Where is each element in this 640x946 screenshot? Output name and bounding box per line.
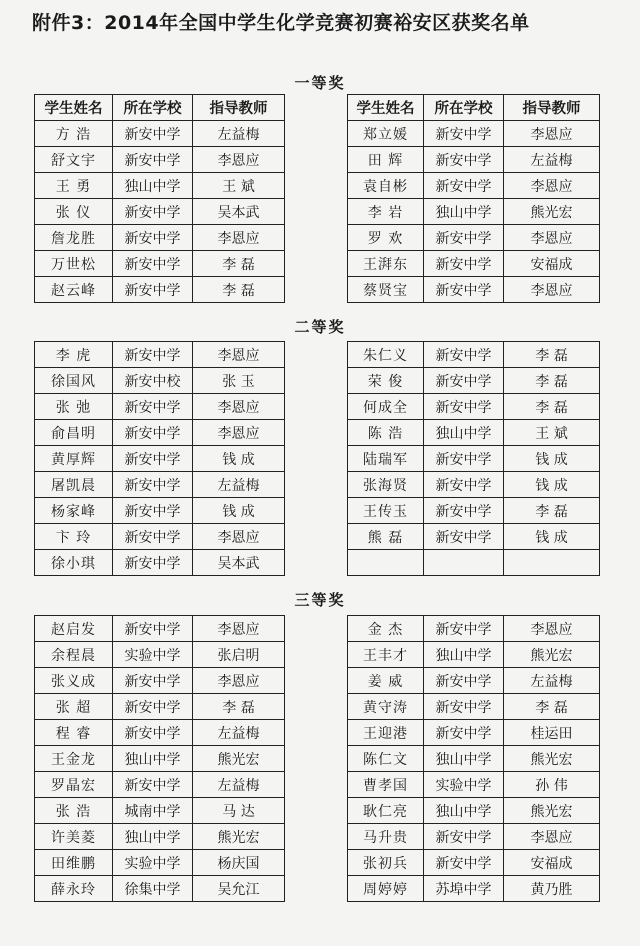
school-cell: 新安中学 bbox=[113, 147, 193, 173]
student-name-cell: 朱仁义 bbox=[348, 342, 424, 368]
table-row bbox=[35, 394, 285, 420]
student-name-cell: 张义成 bbox=[35, 668, 113, 694]
student-name-cell: 李 岩 bbox=[348, 199, 424, 225]
table-row bbox=[35, 694, 285, 720]
student-name-cell: 何成全 bbox=[348, 394, 424, 420]
table-row bbox=[35, 498, 285, 524]
school-cell: 新安中学 bbox=[113, 720, 193, 746]
teacher-cell: 李 磊 bbox=[504, 342, 600, 368]
school-cell: 新安中学 bbox=[424, 616, 504, 642]
student-name-cell bbox=[348, 550, 424, 576]
page-title: 附件3：2014年全国中学生化学竞赛初赛裕安区获奖名单 bbox=[32, 12, 530, 34]
school-cell: 新安中学 bbox=[113, 668, 193, 694]
table-row bbox=[35, 121, 285, 147]
student-name-cell: 周婷婷 bbox=[348, 876, 424, 902]
student-name-cell: 陈仁文 bbox=[348, 746, 424, 772]
table-row bbox=[348, 251, 600, 277]
school-cell: 实验中学 bbox=[113, 642, 193, 668]
column-header: 指导教师 bbox=[193, 95, 285, 121]
school-cell: 新安中学 bbox=[424, 694, 504, 720]
student-name-cell: 熊 磊 bbox=[348, 524, 424, 550]
teacher-cell: 李恩应 bbox=[193, 668, 285, 694]
table-row bbox=[348, 121, 600, 147]
table-row bbox=[35, 225, 285, 251]
student-name-cell: 袁自彬 bbox=[348, 173, 424, 199]
teacher-cell: 黄乃胜 bbox=[504, 876, 600, 902]
student-name-cell: 张 超 bbox=[35, 694, 113, 720]
teacher-cell: 张 玉 bbox=[193, 368, 285, 394]
school-cell: 新安中学 bbox=[113, 550, 193, 576]
school-cell: 新安中学 bbox=[424, 498, 504, 524]
teacher-cell: 熊光宏 bbox=[504, 199, 600, 225]
school-cell: 新安中学 bbox=[424, 668, 504, 694]
student-name-cell: 薛永玲 bbox=[35, 876, 113, 902]
table-row bbox=[35, 277, 285, 303]
teacher-cell: 李恩应 bbox=[504, 824, 600, 850]
student-name-cell: 马升贵 bbox=[348, 824, 424, 850]
student-name-cell: 耿仁亮 bbox=[348, 798, 424, 824]
student-name-cell: 陆瑞军 bbox=[348, 446, 424, 472]
teacher-cell: 左益梅 bbox=[193, 121, 285, 147]
table-row bbox=[348, 420, 600, 446]
student-name-cell: 王丰才 bbox=[348, 642, 424, 668]
student-name-cell: 王迎港 bbox=[348, 720, 424, 746]
table-row bbox=[35, 199, 285, 225]
column-header: 学生姓名 bbox=[348, 95, 424, 121]
school-cell: 新安中学 bbox=[424, 342, 504, 368]
first-prize-right-table bbox=[347, 94, 600, 303]
teacher-cell: 李恩应 bbox=[504, 225, 600, 251]
school-cell: 新安中学 bbox=[113, 199, 193, 225]
student-name-cell: 罗 欢 bbox=[348, 225, 424, 251]
table-row bbox=[35, 876, 285, 902]
table-row bbox=[348, 368, 600, 394]
school-cell: 新安中学 bbox=[424, 472, 504, 498]
table-row bbox=[348, 668, 600, 694]
student-name-cell: 杨家峰 bbox=[35, 498, 113, 524]
school-cell: 新安中学 bbox=[113, 446, 193, 472]
teacher-cell: 钱 成 bbox=[504, 446, 600, 472]
student-name-cell: 舒文宇 bbox=[35, 147, 113, 173]
table-row bbox=[35, 642, 285, 668]
teacher-cell: 钱 成 bbox=[193, 498, 285, 524]
school-cell: 徐集中学 bbox=[113, 876, 193, 902]
teacher-cell: 桂运田 bbox=[504, 720, 600, 746]
teacher-cell: 李恩应 bbox=[193, 616, 285, 642]
student-name-cell: 徐国风 bbox=[35, 368, 113, 394]
teacher-cell: 熊光宏 bbox=[504, 746, 600, 772]
student-name-cell: 方 浩 bbox=[35, 121, 113, 147]
school-cell: 新安中校 bbox=[113, 368, 193, 394]
school-cell: 独山中学 bbox=[424, 199, 504, 225]
teacher-cell: 李 磊 bbox=[504, 394, 600, 420]
teacher-cell: 李恩应 bbox=[193, 420, 285, 446]
student-name-cell: 李 虎 bbox=[35, 342, 113, 368]
table-row bbox=[348, 694, 600, 720]
school-cell bbox=[424, 550, 504, 576]
teacher-cell: 李恩应 bbox=[193, 225, 285, 251]
table-row bbox=[348, 550, 600, 576]
school-cell: 实验中学 bbox=[113, 850, 193, 876]
teacher-cell: 左益梅 bbox=[504, 668, 600, 694]
column-header: 所在学校 bbox=[424, 95, 504, 121]
student-name-cell: 许美菱 bbox=[35, 824, 113, 850]
teacher-cell: 杨庆国 bbox=[193, 850, 285, 876]
table-row bbox=[35, 668, 285, 694]
first-prize-left-table bbox=[34, 94, 285, 303]
teacher-cell: 李恩应 bbox=[193, 394, 285, 420]
table-row bbox=[348, 642, 600, 668]
table-row bbox=[35, 472, 285, 498]
table-row bbox=[35, 147, 285, 173]
student-name-cell: 陈 浩 bbox=[348, 420, 424, 446]
school-cell: 新安中学 bbox=[113, 342, 193, 368]
teacher-cell: 熊光宏 bbox=[193, 746, 285, 772]
school-cell: 实验中学 bbox=[424, 772, 504, 798]
section-title-first-prize: 一等奖 bbox=[294, 74, 346, 92]
teacher-cell: 左益梅 bbox=[193, 472, 285, 498]
table-row bbox=[35, 251, 285, 277]
column-header: 所在学校 bbox=[113, 95, 193, 121]
school-cell: 新安中学 bbox=[424, 121, 504, 147]
student-name-cell: 黄厚辉 bbox=[35, 446, 113, 472]
table-row bbox=[348, 850, 600, 876]
student-name-cell: 万世松 bbox=[35, 251, 113, 277]
table-row bbox=[35, 342, 285, 368]
student-name-cell: 张 浩 bbox=[35, 798, 113, 824]
table-header-row bbox=[35, 95, 285, 121]
student-name-cell: 张初兵 bbox=[348, 850, 424, 876]
table-row bbox=[35, 616, 285, 642]
teacher-cell: 孙 伟 bbox=[504, 772, 600, 798]
teacher-cell: 李 磊 bbox=[504, 694, 600, 720]
school-cell: 新安中学 bbox=[113, 251, 193, 277]
table-row bbox=[348, 824, 600, 850]
second-prize-left-table bbox=[34, 341, 285, 576]
school-cell: 新安中学 bbox=[113, 472, 193, 498]
table-row bbox=[348, 498, 600, 524]
teacher-cell: 李恩应 bbox=[504, 121, 600, 147]
table-row bbox=[348, 394, 600, 420]
school-cell: 新安中学 bbox=[113, 225, 193, 251]
section-title-second-prize: 二等奖 bbox=[294, 318, 346, 336]
school-cell: 独山中学 bbox=[113, 173, 193, 199]
school-cell: 新安中学 bbox=[424, 368, 504, 394]
teacher-cell: 钱 成 bbox=[193, 446, 285, 472]
student-name-cell: 金 杰 bbox=[348, 616, 424, 642]
student-name-cell: 赵启发 bbox=[35, 616, 113, 642]
table-row bbox=[348, 446, 600, 472]
school-cell: 新安中学 bbox=[424, 446, 504, 472]
teacher-cell: 熊光宏 bbox=[504, 798, 600, 824]
school-cell: 新安中学 bbox=[424, 850, 504, 876]
table-header-row bbox=[348, 95, 600, 121]
second-prize-right-table bbox=[347, 341, 600, 576]
student-name-cell: 徐小琪 bbox=[35, 550, 113, 576]
table-row bbox=[348, 342, 600, 368]
teacher-cell: 熊光宏 bbox=[193, 824, 285, 850]
student-name-cell: 俞昌明 bbox=[35, 420, 113, 446]
table-row bbox=[35, 368, 285, 394]
third-prize-right-table bbox=[347, 615, 600, 902]
table-row bbox=[348, 798, 600, 824]
table-row bbox=[35, 850, 285, 876]
teacher-cell: 李恩应 bbox=[504, 173, 600, 199]
student-name-cell: 赵云峰 bbox=[35, 277, 113, 303]
table-row bbox=[35, 524, 285, 550]
teacher-cell: 李恩应 bbox=[193, 524, 285, 550]
school-cell: 新安中学 bbox=[424, 394, 504, 420]
teacher-cell: 王 斌 bbox=[504, 420, 600, 446]
school-cell: 新安中学 bbox=[113, 277, 193, 303]
teacher-cell: 李 磊 bbox=[504, 368, 600, 394]
table-row bbox=[348, 277, 600, 303]
teacher-cell: 李恩应 bbox=[504, 616, 600, 642]
school-cell: 新安中学 bbox=[113, 394, 193, 420]
school-cell: 新安中学 bbox=[113, 694, 193, 720]
student-name-cell: 荣 俊 bbox=[348, 368, 424, 394]
school-cell: 城南中学 bbox=[113, 798, 193, 824]
third-prize-left-table bbox=[34, 615, 285, 902]
school-cell: 独山中学 bbox=[424, 746, 504, 772]
teacher-cell: 马 达 bbox=[193, 798, 285, 824]
table-row bbox=[35, 824, 285, 850]
school-cell: 独山中学 bbox=[424, 798, 504, 824]
column-header: 指导教师 bbox=[504, 95, 600, 121]
column-header: 学生姓名 bbox=[35, 95, 113, 121]
table-row bbox=[348, 876, 600, 902]
school-cell: 新安中学 bbox=[424, 251, 504, 277]
student-name-cell: 张海贤 bbox=[348, 472, 424, 498]
student-name-cell: 田维鹏 bbox=[35, 850, 113, 876]
school-cell: 新安中学 bbox=[113, 121, 193, 147]
student-name-cell: 罗晶宏 bbox=[35, 772, 113, 798]
school-cell: 新安中学 bbox=[424, 147, 504, 173]
teacher-cell: 安福成 bbox=[504, 251, 600, 277]
school-cell: 新安中学 bbox=[113, 616, 193, 642]
school-cell: 苏埠中学 bbox=[424, 876, 504, 902]
teacher-cell: 左益梅 bbox=[193, 772, 285, 798]
teacher-cell: 张启明 bbox=[193, 642, 285, 668]
teacher-cell: 李 磊 bbox=[504, 498, 600, 524]
teacher-cell: 吴本武 bbox=[193, 199, 285, 225]
school-cell: 新安中学 bbox=[113, 524, 193, 550]
school-cell: 新安中学 bbox=[424, 277, 504, 303]
student-name-cell: 程 睿 bbox=[35, 720, 113, 746]
school-cell: 独山中学 bbox=[113, 746, 193, 772]
teacher-cell: 王 斌 bbox=[193, 173, 285, 199]
table-row bbox=[348, 616, 600, 642]
table-row bbox=[348, 199, 600, 225]
student-name-cell: 曹孝国 bbox=[348, 772, 424, 798]
teacher-cell: 钱 成 bbox=[504, 472, 600, 498]
student-name-cell: 黄守涛 bbox=[348, 694, 424, 720]
section-title-third-prize: 三等奖 bbox=[294, 591, 346, 609]
table-row bbox=[348, 147, 600, 173]
student-name-cell: 余程晨 bbox=[35, 642, 113, 668]
school-cell: 新安中学 bbox=[424, 524, 504, 550]
student-name-cell: 王金龙 bbox=[35, 746, 113, 772]
student-name-cell: 詹龙胜 bbox=[35, 225, 113, 251]
student-name-cell: 王传玉 bbox=[348, 498, 424, 524]
table-row bbox=[348, 173, 600, 199]
table-row bbox=[348, 472, 600, 498]
school-cell: 新安中学 bbox=[113, 420, 193, 446]
student-name-cell: 田 辉 bbox=[348, 147, 424, 173]
teacher-cell: 李恩应 bbox=[193, 147, 285, 173]
teacher-cell: 李恩应 bbox=[193, 342, 285, 368]
teacher-cell: 熊光宏 bbox=[504, 642, 600, 668]
school-cell: 新安中学 bbox=[113, 498, 193, 524]
student-name-cell: 屠凯晨 bbox=[35, 472, 113, 498]
teacher-cell: 李 磊 bbox=[193, 277, 285, 303]
student-name-cell: 姜 威 bbox=[348, 668, 424, 694]
table-row bbox=[348, 524, 600, 550]
table-row bbox=[35, 550, 285, 576]
teacher-cell: 钱 成 bbox=[504, 524, 600, 550]
teacher-cell: 吴允江 bbox=[193, 876, 285, 902]
teacher-cell: 吴本武 bbox=[193, 550, 285, 576]
school-cell: 新安中学 bbox=[424, 824, 504, 850]
student-name-cell: 王 勇 bbox=[35, 173, 113, 199]
table-row bbox=[35, 173, 285, 199]
table-row bbox=[35, 798, 285, 824]
school-cell: 独山中学 bbox=[113, 824, 193, 850]
student-name-cell: 卞 玲 bbox=[35, 524, 113, 550]
table-row bbox=[348, 225, 600, 251]
student-name-cell: 郑立媛 bbox=[348, 121, 424, 147]
student-name-cell: 蔡贤宝 bbox=[348, 277, 424, 303]
school-cell: 新安中学 bbox=[424, 225, 504, 251]
teacher-cell bbox=[504, 550, 600, 576]
table-row bbox=[348, 746, 600, 772]
school-cell: 新安中学 bbox=[424, 173, 504, 199]
table-row bbox=[348, 772, 600, 798]
school-cell: 独山中学 bbox=[424, 642, 504, 668]
table-row bbox=[35, 720, 285, 746]
table-row bbox=[35, 746, 285, 772]
teacher-cell: 左益梅 bbox=[193, 720, 285, 746]
teacher-cell: 李 磊 bbox=[193, 694, 285, 720]
teacher-cell: 左益梅 bbox=[504, 147, 600, 173]
school-cell: 新安中学 bbox=[113, 772, 193, 798]
table-row bbox=[35, 772, 285, 798]
teacher-cell: 安福成 bbox=[504, 850, 600, 876]
table-row bbox=[35, 446, 285, 472]
student-name-cell: 张 弛 bbox=[35, 394, 113, 420]
school-cell: 独山中学 bbox=[424, 420, 504, 446]
teacher-cell: 李 磊 bbox=[193, 251, 285, 277]
student-name-cell: 张 仪 bbox=[35, 199, 113, 225]
student-name-cell: 王湃东 bbox=[348, 251, 424, 277]
teacher-cell: 李恩应 bbox=[504, 277, 600, 303]
school-cell: 新安中学 bbox=[424, 720, 504, 746]
table-row bbox=[348, 720, 600, 746]
table-row bbox=[35, 420, 285, 446]
